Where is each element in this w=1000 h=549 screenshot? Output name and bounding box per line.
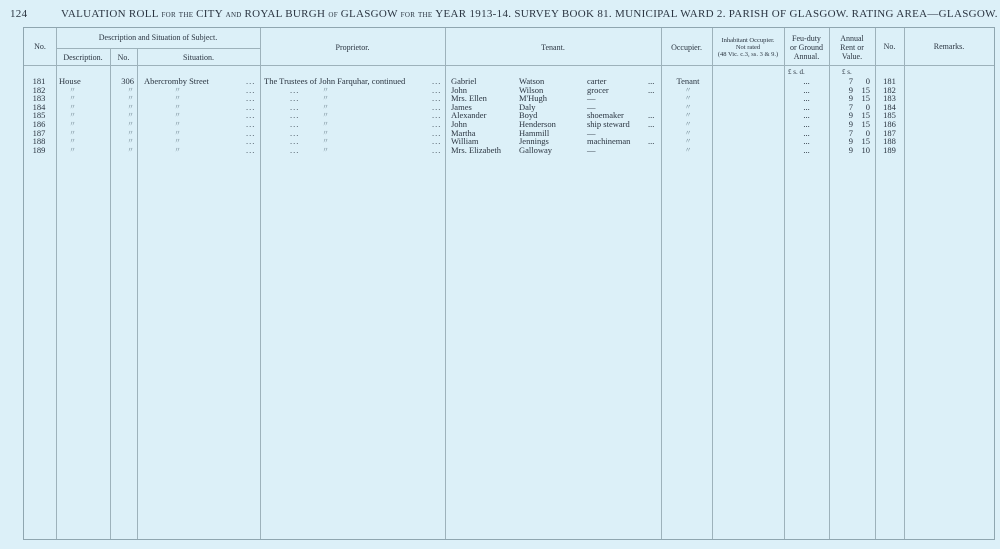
row-occupier: 〃 (684, 137, 692, 146)
table-row (24, 77, 994, 85)
row-number: 〃 (127, 137, 134, 146)
row-proprietor-dots: ... (432, 144, 442, 155)
row-tenant-last: Watson (519, 76, 545, 86)
table-row (24, 146, 994, 154)
row-occupier: Tenant (676, 76, 700, 86)
row-proprietor: 〃 (322, 85, 329, 94)
row-shillings: 0 (865, 76, 870, 86)
row-situation-dots: ... (246, 101, 256, 112)
row-situation: 〃 (174, 111, 181, 120)
row-feu-duty: ... (803, 93, 810, 104)
row-description: 〃 (69, 128, 76, 137)
row-description: 〃 (69, 137, 76, 146)
row-tenant-first: Gabriel (451, 76, 477, 86)
title-part: VALUATION ROLL (61, 8, 162, 20)
row-tenant-last: Galloway (519, 144, 553, 155)
row-proprietor-dots: ... (432, 119, 442, 129)
row-proprietor: 〃 (322, 120, 329, 128)
row-tenant-first: Martha (451, 127, 476, 138)
row-feu-duty: ... (803, 119, 810, 129)
col-desc-group: Description and Situation of Subject. (98, 33, 218, 42)
feu-units: £ s. d. (788, 68, 805, 76)
col-no2: No. (117, 53, 130, 62)
row-pounds: 9 (848, 93, 853, 104)
row-description: 〃 (69, 111, 76, 120)
row-occupier: 〃 (684, 94, 692, 103)
row-proprietor-lead-dots: ... (290, 101, 300, 112)
row-tenant-occupation: — (587, 93, 596, 104)
row-tenant-last: Hammill (519, 127, 550, 138)
row-proprietor-dots: ... (432, 110, 442, 121)
row-tenant-last: Jennings (519, 136, 549, 147)
row-feu-duty: ... (803, 127, 810, 138)
row-proprietor-dots: ... (432, 76, 442, 86)
row-situation: 〃 (174, 137, 181, 146)
row-occupation-dots: ... (648, 76, 655, 86)
row-tenant-occupation: grocer (587, 84, 609, 95)
row-feu-duty: ... (803, 110, 810, 121)
row-no-right: 185 (883, 110, 896, 121)
row-tenant-first: Mrs. Elizabeth (451, 144, 502, 155)
row-proprietor-dots: ... (432, 136, 442, 147)
col-no3: No. (883, 42, 896, 51)
row-tenant-occupation: — (587, 101, 596, 112)
row-proprietor-dots: ... (432, 127, 442, 138)
row-pounds: 9 (848, 136, 853, 147)
row-shillings: 15 (861, 110, 870, 121)
row-pounds: 9 (848, 110, 853, 121)
row-tenant-occupation: shoemaker (587, 110, 624, 121)
title-part: of (328, 9, 341, 20)
col-situation: Situation. (183, 53, 214, 62)
col-tenant: Tenant. (541, 43, 565, 52)
title-part: YEAR 1913-14. SURVEY BOOK 81. MUNICIPAL WARD 2. PARISH OF GLASGOW. RATING AREA—GLASGOW. (435, 8, 998, 20)
row-tenant-occupation: — (587, 144, 596, 155)
row-occupier: 〃 (684, 120, 692, 128)
row-tenant-occupation: ship steward (587, 119, 630, 129)
row-no-right: 181 (883, 76, 896, 86)
row-no: 184 (32, 101, 46, 112)
row-proprietor-lead-dots: ... (290, 93, 300, 104)
row-no-right: 188 (883, 136, 896, 147)
row-no-right: 184 (883, 101, 896, 112)
row-number: 〃 (127, 111, 134, 120)
row-tenant-occupation: carter (587, 76, 607, 86)
row-proprietor-dots: ... (432, 93, 442, 104)
row-tenant-first: John (451, 84, 468, 95)
row-proprietor: 〃 (322, 128, 329, 137)
row-situation: 〃 (174, 145, 181, 154)
row-shillings: 15 (861, 84, 870, 95)
row-number: 〃 (127, 94, 134, 103)
row-occupation-dots: ... (648, 136, 655, 147)
row-number: 306 (121, 76, 134, 86)
row-tenant-occupation: — (587, 127, 596, 138)
row-feu-duty: ... (803, 101, 810, 112)
row-proprietor-lead-dots: ... (290, 144, 300, 155)
col-remarks: Remarks. (933, 42, 965, 51)
row-tenant-last: M'Hugh (519, 93, 547, 104)
row-no: 188 (32, 136, 46, 147)
page-title (61, 8, 998, 20)
row-no-right: 189 (883, 144, 896, 155)
col-feu-duty: Feu-duty or Ground Annual. (789, 34, 824, 61)
row-no-right: 187 (883, 127, 896, 138)
row-situation-dots: ... (246, 76, 256, 86)
row-occupier: 〃 (684, 85, 692, 94)
row-no: 181 (32, 76, 46, 86)
row-description: 〃 (69, 85, 76, 94)
row-feu-duty: ... (803, 84, 810, 95)
col-inhabitant: Inhabitant Occupier. Not rated (48 Vic. c.3, ss. 3 & 9.) (717, 37, 779, 58)
row-situation-dots: ... (246, 119, 256, 129)
row-no-right: 186 (883, 119, 896, 129)
row-feu-duty: ... (803, 76, 810, 86)
row-no-right: 183 (883, 93, 896, 104)
row-occupier: 〃 (684, 128, 692, 137)
row-situation-dots: ... (246, 84, 256, 95)
row-situation-dots: ... (246, 93, 256, 104)
row-description: 〃 (69, 120, 76, 128)
title-part: for the (161, 9, 197, 20)
title-part: ROYAL BURGH (244, 8, 329, 20)
page-number: 124 (10, 8, 28, 20)
row-no: 189 (32, 144, 46, 155)
col-description: Description. (63, 53, 103, 62)
annual-units: £ s. (842, 68, 852, 76)
row-situation-dots: ... (246, 110, 256, 121)
row-situation: 〃 (174, 102, 181, 111)
row-tenant-first: William (451, 136, 479, 147)
row-pounds: 7 (848, 127, 853, 138)
row-no: 183 (32, 93, 46, 104)
row-tenant-first: John (451, 119, 468, 129)
row-no: 182 (32, 84, 46, 95)
row-pounds: 9 (848, 84, 853, 95)
row-pounds: 7 (848, 76, 853, 86)
row-proprietor: 〃 (322, 111, 329, 120)
row-no: 186 (32, 119, 46, 129)
row-situation: 〃 (174, 128, 181, 137)
row-number: 〃 (127, 128, 134, 137)
row-no: 187 (32, 127, 46, 138)
row-tenant-occupation: machineman (587, 136, 631, 147)
title-part: GLASGOW (340, 8, 401, 20)
row-number: 〃 (127, 102, 134, 111)
row-number: 〃 (127, 120, 134, 128)
row-occupier: 〃 (684, 145, 692, 154)
row-occupation-dots: ... (648, 119, 655, 129)
row-shillings: 15 (861, 136, 870, 147)
valuation-table (23, 27, 995, 540)
row-tenant-first: Alexander (451, 110, 487, 121)
row-proprietor-dots: ... (432, 84, 442, 95)
row-situation-dots: ... (246, 136, 256, 147)
row-no: 185 (32, 110, 46, 121)
title-part: CITY (196, 8, 226, 20)
row-feu-duty: ... (803, 144, 810, 155)
row-situation: 〃 (174, 85, 181, 94)
col-annual-rent: Annual Rent or Value. (840, 34, 864, 61)
row-proprietor: 〃 (322, 94, 329, 103)
row-pounds: 7 (848, 101, 853, 112)
col-no: No. (34, 42, 46, 51)
row-shillings: 15 (861, 119, 870, 129)
row-pounds: 9 (848, 144, 853, 155)
row-proprietor: 〃 (322, 137, 329, 146)
running-head (10, 8, 998, 24)
row-pounds: 9 (848, 119, 853, 129)
row-shillings: 10 (861, 144, 870, 155)
row-proprietor-lead-dots: ... (290, 119, 300, 129)
row-shillings: 0 (865, 101, 870, 112)
row-shillings: 0 (865, 127, 870, 138)
row-situation: 〃 (174, 94, 181, 103)
row-number: 〃 (127, 85, 134, 94)
row-description: House (59, 76, 81, 86)
table-row (24, 94, 994, 102)
table-row (24, 120, 994, 128)
row-tenant-last: Boyd (519, 110, 538, 121)
row-tenant-first: James (451, 101, 472, 112)
row-proprietor-lead-dots: ... (290, 127, 300, 138)
row-feu-duty: ... (803, 136, 810, 147)
row-situation-dots: ... (246, 144, 256, 155)
row-proprietor: 〃 (322, 145, 329, 154)
row-situation: 〃 (174, 120, 181, 128)
row-occupier: 〃 (684, 111, 692, 120)
table-row (24, 137, 994, 145)
row-situation: Abercromby Street (144, 76, 209, 86)
title-part: and (225, 9, 245, 20)
col-occupier: Occupier. (671, 43, 702, 52)
row-proprietor: The Trustees of John Farquhar, continued (264, 76, 406, 86)
row-tenant-last: Wilson (519, 84, 544, 95)
row-number: 〃 (127, 145, 134, 154)
row-tenant-last: Daly (519, 101, 536, 112)
row-proprietor-lead-dots: ... (290, 84, 300, 95)
title-part: for the (400, 9, 436, 20)
row-proprietor-dots: ... (432, 101, 442, 112)
row-occupation-dots: ... (648, 84, 655, 95)
row-situation-dots: ... (246, 127, 256, 138)
row-description: 〃 (69, 94, 76, 103)
row-no-right: 182 (883, 84, 896, 95)
row-proprietor-lead-dots: ... (290, 136, 300, 147)
row-tenant-first: Mrs. Ellen (451, 93, 487, 104)
row-occupation-dots: ... (648, 110, 655, 121)
row-description: 〃 (69, 145, 76, 154)
row-proprietor: 〃 (322, 102, 329, 111)
row-proprietor-lead-dots: ... (290, 110, 300, 121)
row-tenant-last: Henderson (519, 119, 556, 129)
col-proprietor: Proprietor. (335, 43, 370, 52)
row-occupier: 〃 (684, 102, 692, 111)
row-shillings: 15 (861, 93, 870, 104)
row-description: 〃 (69, 102, 76, 111)
